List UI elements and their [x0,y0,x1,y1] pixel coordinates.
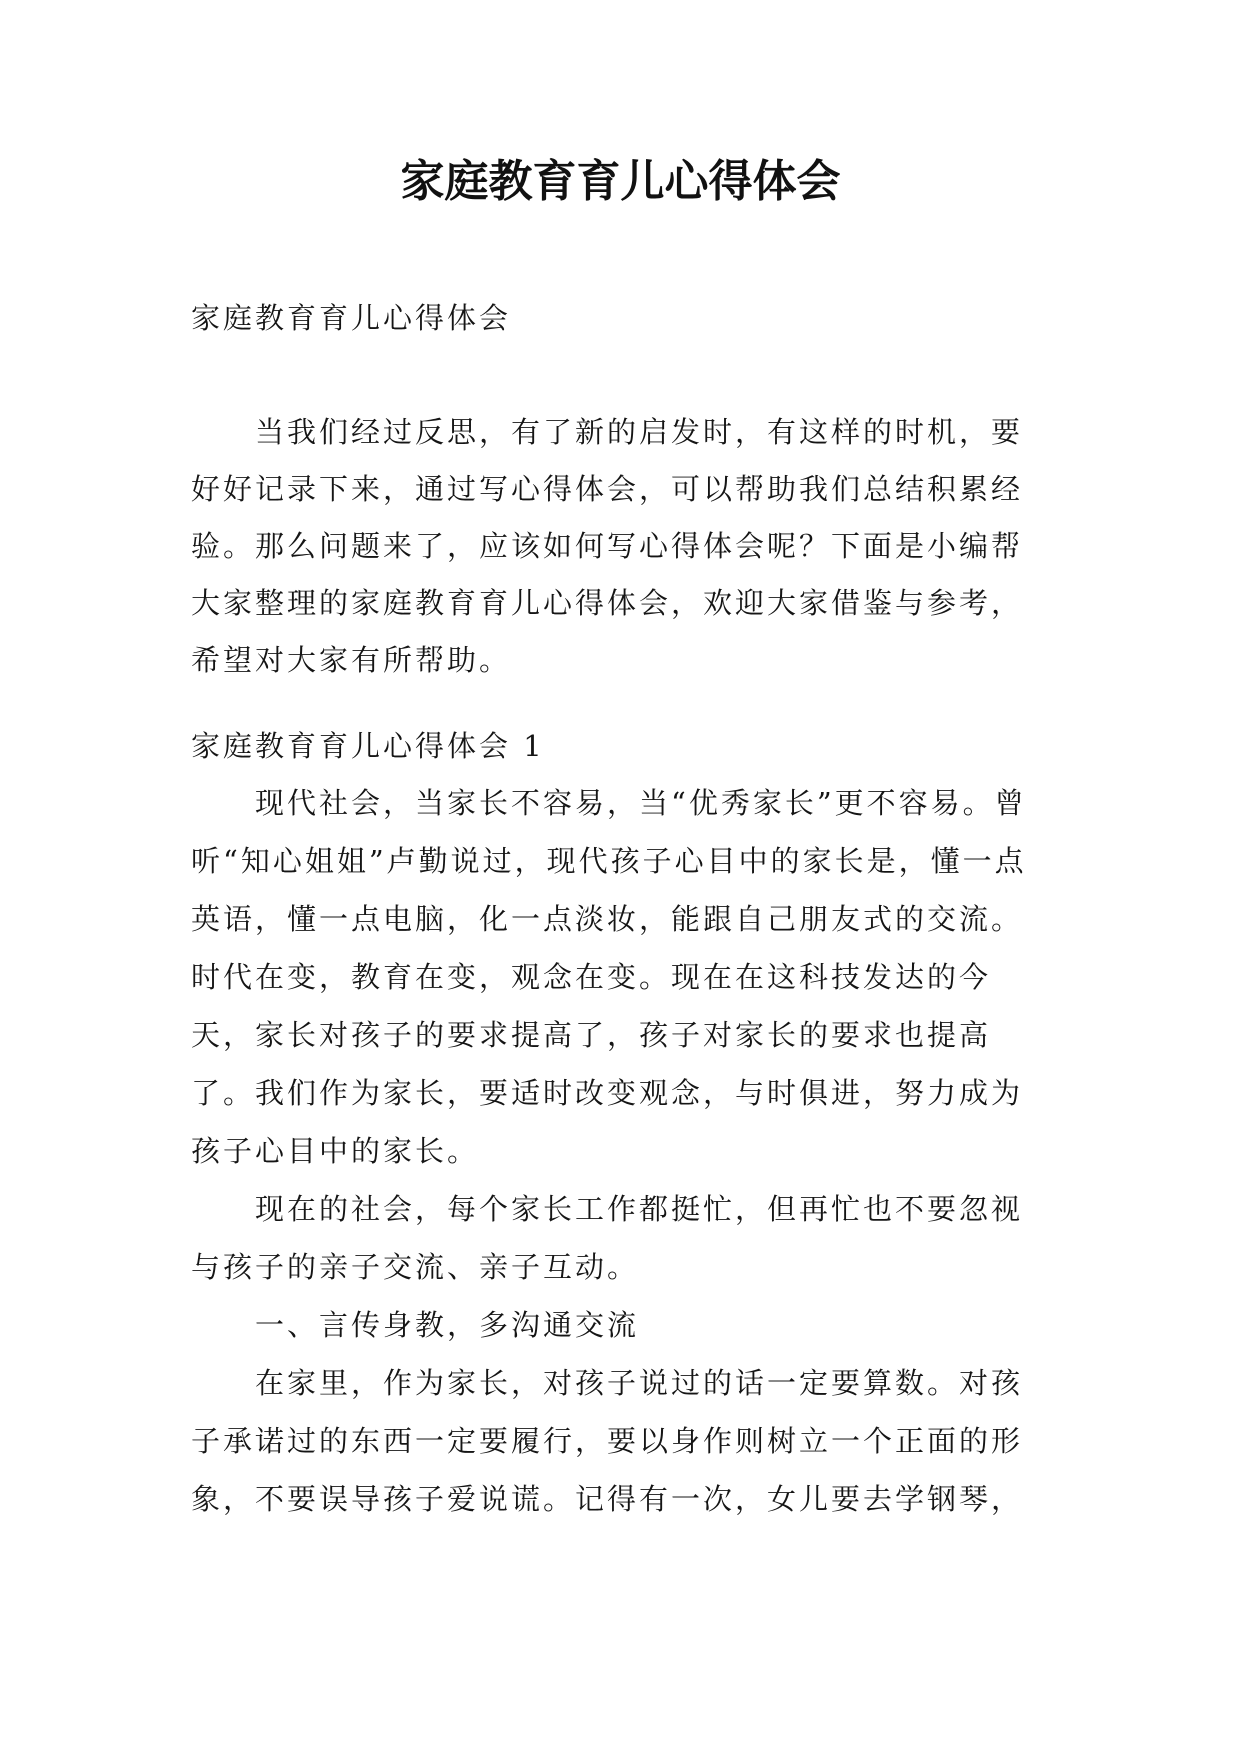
paragraph: 在家里，作为家长，对孩子说过的话一定要算数。对孩子承诺过的东西一定要履行，要以身作则树立一个正面的形象，不要误导孩子爱说谎。记得有一次，女儿要去学钢琴， [191,1366,1024,1516]
document-title: 家庭教育育儿心得体会 [400,156,841,207]
paragraph: 现代社会，当家长不容易，当“优秀家长”更不容易。曾听“知心姐姐”卢勤说过，现代孩子心目中的家长是，懂一点英语，懂一点电脑，化一点淡妆，能跟自己朋友式的交流。时代在变，教育在变，观念在变。现在在这科技发达的今天，家长对孩子的要求提高了，孩子对家长的要求也提高了。我们作为家长，要适时改变观念，与时俱进，努力成为孩子心目中的家长。 [191,786,1027,1168]
paragraph: 现在的社会，每个家长工作都挺忙，但再忙也不要忽视与孩子的亲子交流、亲子互动。 [191,1192,1024,1284]
section-body [191,774,1051,1528]
document-subtitle: 家庭教育育儿心得体会 [191,301,512,335]
intro-paragraph: 当我们经过反思，有了新的启发时，有这样的时机，要好好记录下来，通过写心得体会，可以帮助我们总结积累经验。那么问题来了，应该如何写心得体会呢？下面是小编帮大家整理的家庭教育育儿心得体会，欢迎大家借鉴与参考，希望对大家有所帮助。 [191,415,1024,677]
subheading-paragraph: 一、言传身教，多沟通交流 [255,1308,640,1342]
section-heading: 家庭教育育儿心得体会 1 [191,729,545,763]
